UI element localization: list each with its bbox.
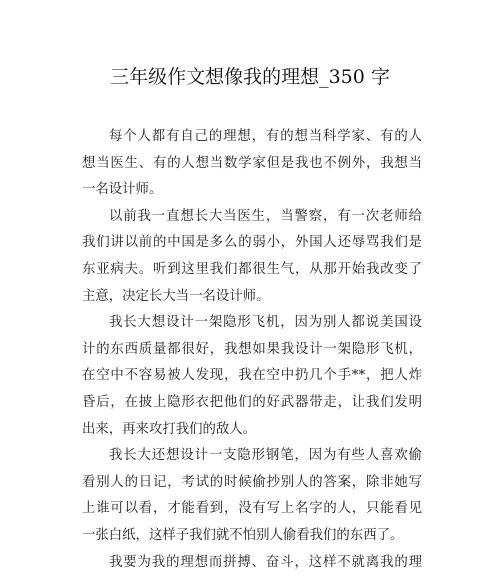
paragraph-2-line-2: 我们讲以前的中国是多么的弱小，外国人还辱骂我们是	[82, 230, 422, 257]
paragraph-2-line-1: 以前我一直想长大当医生，当警察，有一次老师给	[82, 204, 422, 231]
paragraph-1-line-3: 一名设计师。	[82, 177, 422, 204]
paragraph-3-line-3: 在空中不容易被人发现，我在空中扔几个手**，把人炸	[82, 363, 422, 390]
paragraph-1-line-1: 每个人都有自己的理想，有的想当科学家、有的人	[82, 124, 422, 151]
paragraph-5-line-1: 我要为我的理想而拼搏、奋斗，这样不就离我的理	[82, 550, 422, 576]
paragraph-4-line-2: 看别人的日记，考试的时候偷抄别人的答案，除非她写	[82, 470, 422, 497]
document-body	[82, 124, 422, 576]
paragraph-4-line-1: 我长大还想设计一支隐形钢笔，因为有些人喜欢偷	[82, 443, 422, 470]
paragraph-3-line-1: 我长大想设计一架隐形飞机，因为别人都说美国设	[82, 310, 422, 337]
paragraph-2-line-3: 东亚病夫。听到这里我们都很生气，从那开始我改变了	[82, 257, 422, 284]
paragraph-3-line-2: 计的东西质量都很好，我想如果我设计一架隐形飞机，	[82, 337, 422, 364]
paragraph-3-line-5: 出来，再来攻打我们的敌人。	[82, 417, 422, 444]
paragraph-2-line-4: 主意，决定长大当一名设计师。	[82, 284, 422, 311]
document-title: 三年级作文想像我的理想_350 字	[0, 64, 500, 90]
paragraph-3-line-4: 昏后，在披上隐形衣把他们的好武器带走，让我们发明	[82, 390, 422, 417]
paragraph-4-line-4: 一张白纸，这样子我们就不怕别人偷看我们的东西了。	[82, 523, 422, 550]
paragraph-1-line-2: 想当医生、有的人想当数学家但是我也不例外，我想当	[82, 151, 422, 178]
paragraph-4-line-3: 上谁可以看，才能看到，没有写上名字的人，只能看见	[82, 496, 422, 523]
